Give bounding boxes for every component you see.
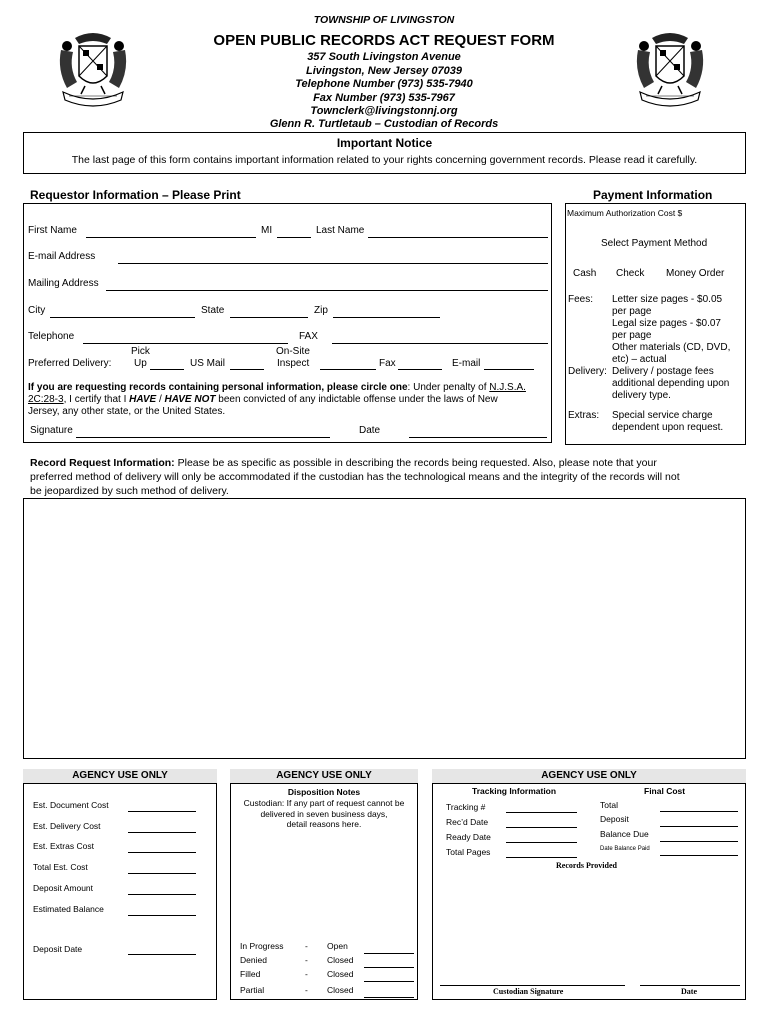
onsite-field[interactable] xyxy=(320,369,376,370)
email-field[interactable] xyxy=(118,263,548,264)
est-document-cost-label: Est. Document Cost xyxy=(33,800,109,810)
record-request-textarea[interactable] xyxy=(23,498,746,759)
payment-heading: Payment Information xyxy=(593,188,713,202)
fee-letter-2: per page xyxy=(612,306,652,317)
delivery-fee-1: Delivery / postage fees xyxy=(612,366,714,377)
custodian-signature-field[interactable] xyxy=(440,985,625,986)
city-label: City xyxy=(28,305,46,316)
requestor-heading: Requestor Information – Please Print xyxy=(30,188,241,202)
important-notice-box xyxy=(23,132,746,174)
status-partial-value: Closed xyxy=(327,985,354,995)
fee-legal-1: Legal size pages - $0.07 xyxy=(612,318,721,329)
date-balance-paid-field[interactable] xyxy=(660,855,738,856)
final-deposit-label: Deposit xyxy=(600,814,629,824)
disposition-title: Disposition Notes xyxy=(287,787,361,797)
extras-label: Extras: xyxy=(568,410,600,421)
custodian-signature-label: Custodian Signature xyxy=(493,987,564,996)
record-request-heading: Record Request Information: xyxy=(30,457,175,469)
estimated-balance-field[interactable] xyxy=(128,915,196,916)
fax-option-field[interactable] xyxy=(398,369,442,370)
status-in-progress-value: Open xyxy=(327,941,348,951)
records-provided-label: Records Provided xyxy=(556,861,617,870)
pickup-label-top: Pick xyxy=(131,346,150,357)
preferred-delivery-label: Preferred Delivery: xyxy=(28,358,112,369)
disposition-note-2: delivered in seven business days, xyxy=(260,809,388,819)
status-in-progress-field[interactable] xyxy=(364,953,414,954)
last-name-label: Last Name xyxy=(316,225,365,236)
pickup-label-bottom: Up xyxy=(134,358,147,369)
fees-label: Fees: xyxy=(568,294,594,305)
certification-text-3: been convicted of any indictable offense under the laws of New xyxy=(215,394,498,405)
tracking-box xyxy=(432,783,746,1000)
certification-text-2: , I certify that I xyxy=(63,394,130,405)
pickup-field[interactable] xyxy=(150,369,184,370)
total-est-cost-label: Total Est. Cost xyxy=(33,862,88,872)
mailing-address-field[interactable] xyxy=(106,290,548,291)
notice-text: The last page of this form contains important information related to your rights concerning government records. Please read it carefully. xyxy=(71,154,698,166)
deposit-amount-label: Deposit Amount xyxy=(33,883,94,893)
zip-field[interactable] xyxy=(333,317,440,318)
notice-title: Important Notice xyxy=(336,136,433,150)
record-request-text-1: Please be as specific as possible in describing the records being requested. Also, please note that your xyxy=(174,457,657,469)
est-extras-cost-field[interactable] xyxy=(128,852,196,853)
balance-due-field[interactable] xyxy=(660,841,738,842)
fax-number: Fax Number (973) 535-7967 xyxy=(313,92,455,104)
certification-line-2 xyxy=(28,394,498,405)
fax-label: FAX xyxy=(299,331,318,342)
money-order-option[interactable]: Money Order xyxy=(666,268,725,279)
township-seal-right-icon xyxy=(632,30,708,114)
disposition-note-3: detail reasons here. xyxy=(286,819,362,829)
final-cost-title: Final Cost xyxy=(644,786,686,796)
total-pages-field[interactable] xyxy=(506,857,577,858)
status-in-progress-label: In Progress xyxy=(240,941,284,951)
zip-label: Zip xyxy=(314,305,328,316)
agency-header-bar-2 xyxy=(230,769,418,783)
custodian-date-field[interactable] xyxy=(640,985,740,986)
address-line-1: 357 South Livingston Avenue xyxy=(307,51,461,63)
first-name-field[interactable] xyxy=(86,237,256,238)
telephone-field[interactable] xyxy=(83,343,288,344)
have-option[interactable]: HAVE xyxy=(129,394,157,405)
signature-field[interactable] xyxy=(76,437,330,438)
mi-label: MI xyxy=(261,225,273,236)
signature-label: Signature xyxy=(30,425,73,436)
custodian-date-label: Date xyxy=(681,987,697,996)
record-request-line-1 xyxy=(30,457,657,469)
tracking-title: Tracking Information xyxy=(472,786,557,796)
final-deposit-field[interactable] xyxy=(660,826,738,827)
fax-option-label: Fax xyxy=(379,358,396,369)
agency-header-bar-1 xyxy=(23,769,217,783)
township-seal-left-icon xyxy=(55,30,131,114)
delivery-fee-3: delivery type. xyxy=(612,390,671,401)
email-option-label: E-mail xyxy=(452,358,481,369)
disposition-note-1: Custodian: If any part of request cannot be xyxy=(243,798,405,808)
onsite-label-bottom: Inspect xyxy=(277,358,310,369)
estimated-balance-label: Estimated Balance xyxy=(33,904,104,914)
form-title: OPEN PUBLIC RECORDS ACT REQUEST FORM xyxy=(213,32,555,49)
total-pages-label: Total Pages xyxy=(446,847,491,857)
township-name: TOWNSHIP OF LIVINGSTON xyxy=(313,14,455,26)
agency-heading-1: AGENCY USE ONLY xyxy=(72,770,168,781)
fee-other-2: etc) – actual xyxy=(612,354,667,365)
telephone-label: Telephone xyxy=(28,331,75,342)
date-label: Date xyxy=(359,425,381,436)
certification-text-1: Under penalty of xyxy=(410,382,490,393)
status-denied-dash: - xyxy=(305,955,308,965)
statute-reference: 2C:28-3 xyxy=(28,394,64,405)
certification-colon: : xyxy=(407,382,411,393)
balance-due-label: Balance Due xyxy=(600,829,649,839)
est-delivery-cost-field[interactable] xyxy=(128,832,196,833)
select-payment-label: Select Payment Method xyxy=(601,238,708,249)
onsite-label-top: On-Site xyxy=(276,346,310,357)
final-total-field[interactable] xyxy=(660,811,738,812)
tracking-number-field[interactable] xyxy=(506,812,577,813)
extras-1: Special service charge xyxy=(612,410,713,421)
mi-field[interactable] xyxy=(277,237,311,238)
state-field[interactable] xyxy=(230,317,308,318)
deposit-date-field[interactable] xyxy=(128,954,196,955)
city-field[interactable] xyxy=(50,317,195,318)
cash-option[interactable]: Cash xyxy=(573,268,597,279)
email-option-field[interactable] xyxy=(484,369,534,370)
final-total-label: Total xyxy=(600,800,618,810)
status-partial-dash: - xyxy=(305,985,308,995)
recd-date-label: Rec’d Date xyxy=(446,817,489,827)
slash-separator: / xyxy=(156,394,165,405)
record-request-line-2: preferred method of delivery will only be accommodated if the custodian has the technological means and the integrity of the records will not xyxy=(30,471,680,483)
date-balance-paid-label: Date Balance Paid xyxy=(600,846,650,852)
email-label: E-mail Address xyxy=(28,251,96,262)
have-not-option[interactable]: HAVE NOT xyxy=(164,394,216,405)
status-denied-field[interactable] xyxy=(364,967,414,968)
deposit-amount-field[interactable] xyxy=(128,894,196,895)
status-filled-dash: - xyxy=(305,969,308,979)
est-document-cost-field[interactable] xyxy=(128,811,196,812)
first-name-label: First Name xyxy=(28,225,77,236)
certification-line-1 xyxy=(28,382,526,393)
extras-2: dependent upon request. xyxy=(612,422,724,433)
status-filled-value: Closed xyxy=(327,969,354,979)
us-mail-label: US Mail xyxy=(190,358,226,369)
max-authorization-label: Maximum Authorization Cost $ xyxy=(567,208,683,218)
status-filled-label: Filled xyxy=(240,969,261,979)
clerk-email: Townclerk@livingstonnj.org xyxy=(310,105,458,117)
fax-field[interactable] xyxy=(332,343,548,344)
telephone-number: Telephone Number (973) 535-7940 xyxy=(295,78,473,90)
fee-legal-2: per page xyxy=(612,330,652,341)
agency-heading-3: AGENCY USE ONLY xyxy=(541,770,637,781)
total-est-cost-field[interactable] xyxy=(128,873,196,874)
state-label: State xyxy=(201,305,225,316)
check-option[interactable]: Check xyxy=(616,268,645,279)
address-line-2: Livingston, New Jersey 07039 xyxy=(306,65,462,77)
est-delivery-cost-label: Est. Delivery Cost xyxy=(33,821,101,831)
fee-other-1: Other materials (CD, DVD, xyxy=(612,342,731,353)
custodian-name: Glenn R. Turtletaub – Custodian of Records xyxy=(269,118,499,130)
certification-bold: If you are requesting records containing personal information, please circle one xyxy=(28,382,408,393)
deposit-date-label: Deposit Date xyxy=(33,944,83,954)
recd-date-field[interactable] xyxy=(506,827,577,828)
mailing-address-label: Mailing Address xyxy=(28,278,99,289)
fee-letter-1: Letter size pages - $0.05 xyxy=(612,294,723,305)
status-denied-value: Closed xyxy=(327,955,354,965)
status-in-progress-dash: - xyxy=(305,941,308,951)
status-denied-label: Denied xyxy=(240,955,267,965)
ready-date-field[interactable] xyxy=(506,842,577,843)
last-name-field[interactable] xyxy=(368,237,548,238)
us-mail-field[interactable] xyxy=(230,369,264,370)
status-partial-label: Partial xyxy=(240,985,265,995)
delivery-fee-2: additional depending upon xyxy=(612,378,730,389)
status-filled-field[interactable] xyxy=(364,981,414,982)
delivery-fee-label: Delivery: xyxy=(568,366,607,377)
date-field[interactable] xyxy=(409,437,547,438)
certification-line-3: Jersey, any other state, or the United States. xyxy=(28,406,226,417)
agency-header-bar-3 xyxy=(432,769,746,783)
tracking-number-label: Tracking # xyxy=(446,802,486,812)
agency-heading-2: AGENCY USE ONLY xyxy=(276,770,372,781)
record-request-line-3: be jeopardized by such method of delivery. xyxy=(30,485,229,497)
est-extras-cost-label: Est. Extras Cost xyxy=(33,841,94,851)
njsa-reference: N.J.S.A. xyxy=(489,382,526,393)
status-partial-field[interactable] xyxy=(364,997,414,998)
ready-date-label: Ready Date xyxy=(446,832,491,842)
